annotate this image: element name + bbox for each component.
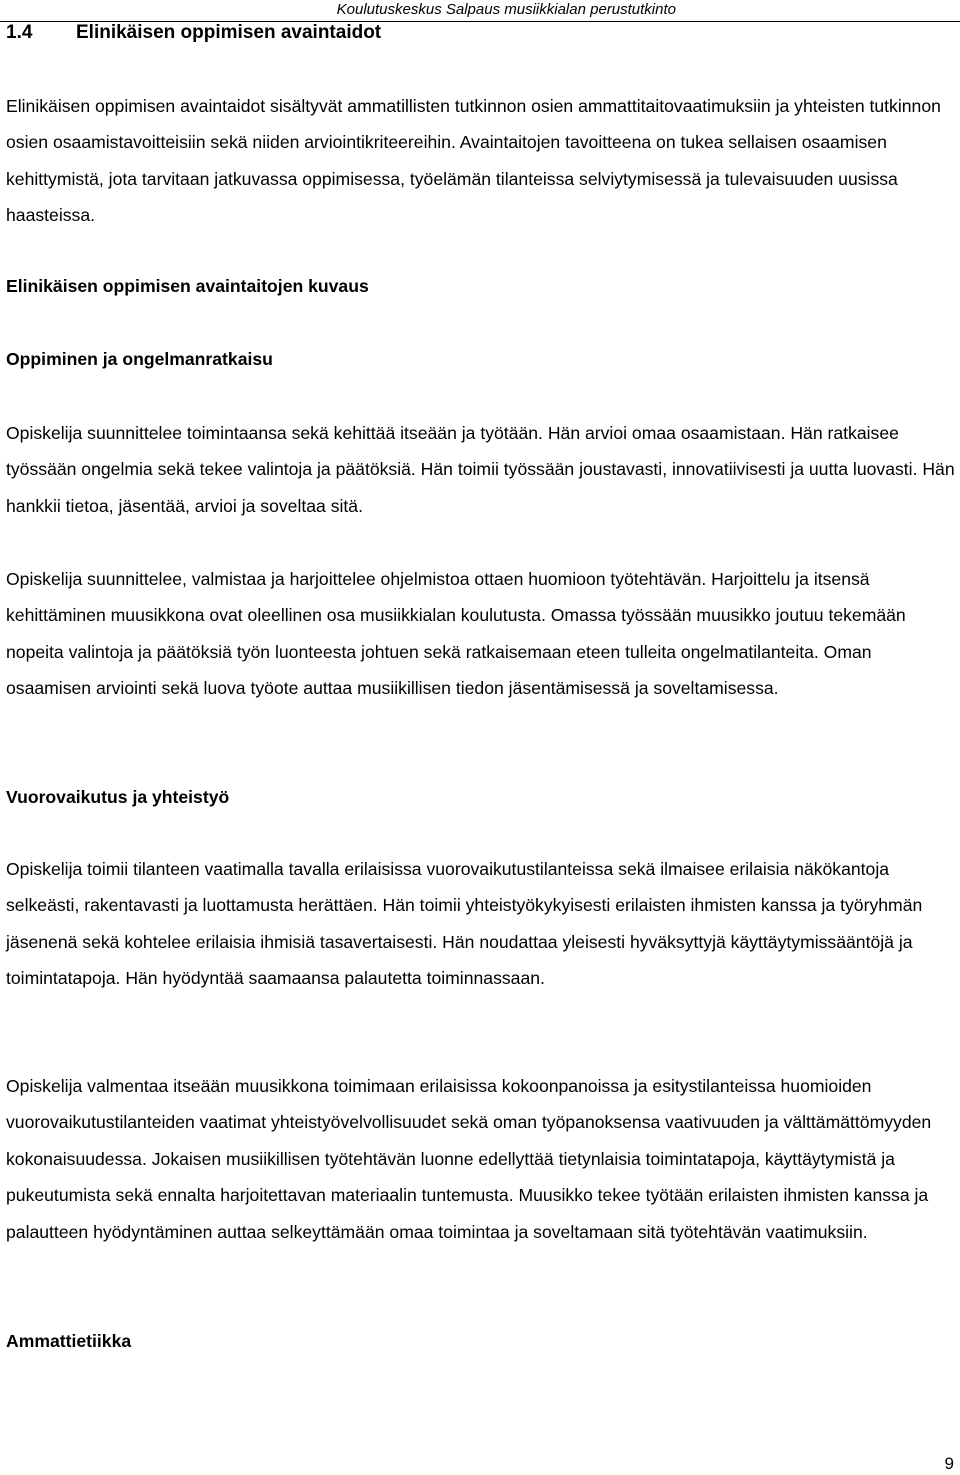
page-number: 9: [944, 1454, 954, 1473]
interaction-paragraph-2: Opiskelija valmentaa itseään muusikkona toimimaan erilaisissa kokoonpanoissa ja esitystilanteissa huomioiden vuorovaikutustilanteiden vaatimat yhteistyövelvollisuudet sekä oman työpanoksensa vaativuuden ja välttämättömyyden kokonaisuudessa. Jokaisen musiikillisen työtehtävän luonne edellyttää tietynlaisia toimintatapoja, käyttäytymistä ja pukeutumista sekä ennalta harjoitettavan materiaalin tuntemusta. Muusikko tekee työtään erilaisten ihmisten kanssa ja palautteen hyödyntäminen auttaa selkeyttämään omaa toimintaa ja soveltamaan sitä työtehtävän vaatimuksiin.: [6, 1076, 932, 1242]
interaction-heading: Vuorovaikutus ja yhteistyö: [6, 787, 230, 807]
interaction-paragraph-1: Opiskelija toimii tilanteen vaatimalla tavalla erilaisissa vuorovaikutustilanteissa sekä ilmaisee erilaisia näkökantoja selkeästi, rakentavasti ja luottamusta herättäen. Hän toimii yhteistyökykyisesti erilaisten ihmisten kanssa ja työryhmän jäsenenä sekä kohtelee erilaisia ihmisiä tasavertaisesti. Hän noudattaa yleisesti hyväksyttyjä käyttäytymissääntöjä ja toimintatapoja. Hän hyödyntää saamaansa palautetta toiminnassaan.: [6, 859, 923, 989]
learning-heading: Oppiminen ja ongelmanratkaisu: [6, 349, 273, 369]
learning-paragraph-1: Opiskelija suunnittelee toimintaansa sekä kehittää itseään ja työtään. Hän arvioi omaa osaamistaan. Hän ratkaisee työssään ongelmia sekä tekee valintoja ja päätöksiä. Hän toimii työssään joustavasti, innovatiivisesti ja uutta luovasti. Hän hankkii tietoa, jäsentää, arvioi ja soveltaa sitä.: [6, 423, 955, 516]
section-title: Elinikäisen oppimisen avaintaidot: [76, 22, 382, 43]
running-header: Koulutuskeskus Salpaus musiikkialan perustutkinto: [336, 1, 676, 18]
section-number: 1.4: [6, 22, 33, 43]
ethics-heading: Ammattietiikka: [6, 1331, 132, 1351]
intro-paragraph: Elinikäisen oppimisen avaintaidot sisältyvät ammatillisten tutkinnon osien ammattitaitovaatimuksiin ja yhteisten tutkinnon osien osaamistavoitteisiin sekä niiden arviointikriteereihin. Avaintaitojen tavoitteena on tukea sellaisen osaamisen kehittymistä, jota tarvitaan jatkuvassa oppimisessa, työelämän tilanteissa selviytymisessä ja tulevaisuuden uusissa haasteissa.: [6, 96, 941, 226]
description-heading: Elinikäisen oppimisen avaintaitojen kuvaus: [6, 276, 369, 296]
learning-paragraph-2: Opiskelija suunnittelee, valmistaa ja harjoittelee ohjelmistoa ottaen huomioon työtehtävän. Harjoittelu ja itsensä kehittäminen muusikkona ovat oleellinen osa musiikkialan koulutusta. Omassa työssään muusikko joutuu tekemään nopeita valintoja ja päätöksiä työn luonteesta johtuen sekä ratkaisemaan eteen tulleita ongelmatilanteita. Oman osaamisen arviointi sekä luova työote auttaa musiikillisen tiedon jäsentämisessä ja soveltamisessa.: [6, 569, 906, 699]
